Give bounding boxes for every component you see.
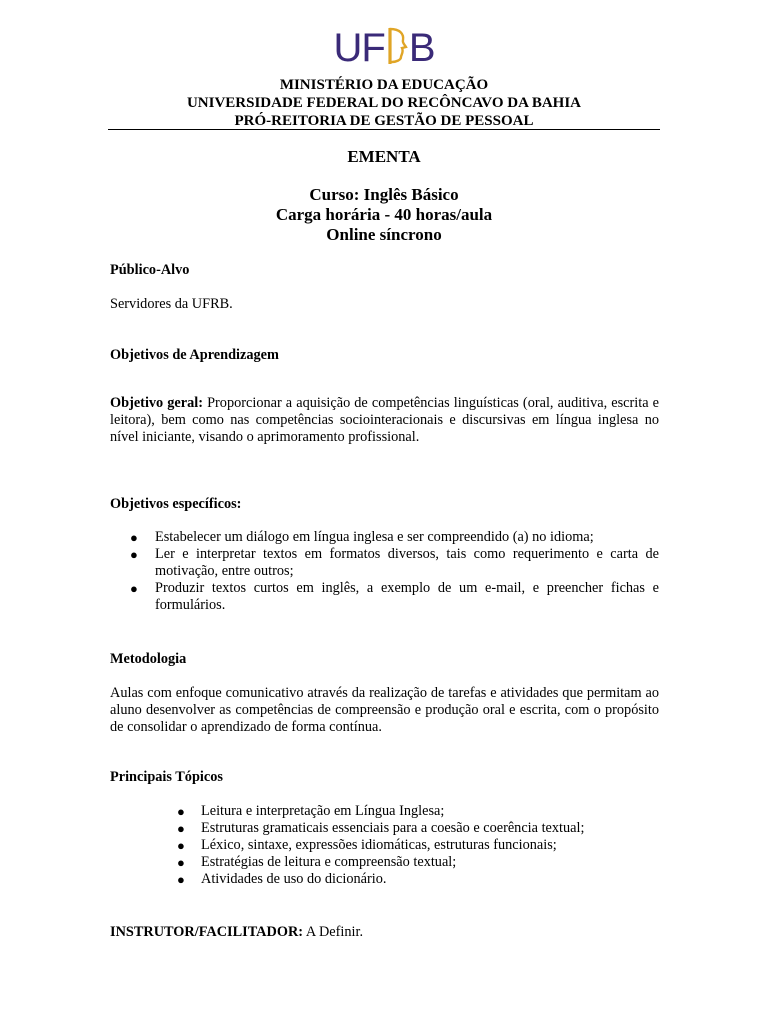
course-info	[108, 185, 660, 245]
list-item	[130, 529, 659, 546]
list-item	[177, 854, 659, 871]
list-item-text: Estratégias de leitura e compreensão textual;	[201, 854, 457, 870]
logo-text-left: UF	[333, 26, 385, 70]
list-item	[177, 803, 659, 820]
publico-text: Servidores da UFRB.	[110, 296, 233, 312]
list-item-text: Ler e interpretar textos em formatos diversos, tais como requerimento e carta de motivação, entre outros;	[155, 546, 659, 579]
objetivo-geral-text: Proporcionar a aquisição de competências linguísticas (oral, auditiva, escrita e leitora), bem como nas competências sociointeracionais e discursivas em língua inglesa no nível iniciante, visando o aprimoramento profissional.	[110, 395, 659, 445]
course-hours: Carga horária - 40 horas/aula	[275, 205, 493, 224]
list-item	[177, 820, 659, 837]
header-line-university: UNIVERSIDADE FEDERAL DO RECÔNCAVO DA BAHIA	[186, 95, 582, 111]
ufrb-logo	[0, 24, 768, 79]
logo-text-right: B	[408, 26, 435, 70]
section-heading-objetivos: Objetivos de Aprendizagem	[110, 347, 279, 363]
instrutor-label: INSTRUTOR/FACILITADOR:	[110, 924, 304, 940]
list-item	[130, 580, 659, 614]
section-heading-metodologia: Metodologia	[110, 651, 187, 667]
header-line-ministry: MINISTÉRIO DA EDUCAÇÃO	[279, 77, 489, 93]
document-title: EMENTA	[347, 147, 421, 166]
course-mode: Online síncrono	[326, 225, 442, 244]
list-item-text: Produzir textos curtos em inglês, a exemplo de um e-mail, e preencher fichas e formulários.	[155, 580, 659, 613]
bullet-icon: ●	[177, 838, 185, 853]
list-item	[130, 546, 659, 580]
objetivo-geral-label: Objetivo geral:	[110, 395, 204, 411]
instrutor-value: A Definir.	[303, 924, 364, 940]
bullet-icon: ●	[130, 581, 138, 596]
topicos-list	[177, 803, 659, 888]
bullet-icon: ●	[177, 872, 185, 887]
header-line-department: PRÓ-REITORIA DE GESTÃO DE PESSOAL	[234, 113, 534, 129]
bullet-icon: ●	[177, 804, 185, 819]
list-item-text: Leitura e interpretação em Língua Inglesa;	[201, 803, 445, 819]
list-item	[177, 871, 659, 888]
objetivo-geral-paragraph	[110, 395, 659, 446]
metodologia-text: Aulas com enfoque comunicativo através da realização de tarefas e atividades que permitam ao aluno desenvolver as competências de compreensão e produção oral e escrita, com o propósito de consolidar o aprendizado de forma contínua.	[110, 685, 659, 735]
list-item-text: Léxico, sintaxe, expressões idiomáticas, estruturas funcionais;	[201, 837, 557, 853]
section-heading-publico: Público-Alvo	[110, 262, 190, 278]
logo-profile-mark-icon	[386, 24, 408, 79]
instrutor-line	[110, 924, 659, 941]
list-item	[177, 837, 659, 854]
bullet-icon: ●	[177, 855, 185, 870]
objetivos-especificos-list	[130, 529, 659, 614]
list-item-text: Estabelecer um diálogo em língua inglesa e ser compreendido (a) no idioma;	[155, 529, 594, 545]
bullet-icon: ●	[177, 821, 185, 836]
header-divider	[108, 129, 660, 130]
course-name: Curso: Inglês Básico	[309, 185, 459, 204]
bullet-icon: ●	[130, 530, 138, 545]
list-item-text: Atividades de uso do dicionário.	[201, 871, 387, 887]
section-heading-topicos: Principais Tópicos	[110, 769, 223, 785]
bullet-icon: ●	[130, 547, 138, 562]
institution-header	[108, 76, 660, 130]
section-heading-especificos: Objetivos específicos:	[110, 496, 242, 512]
list-item-text: Estruturas gramaticais essenciais para a coesão e coerência textual;	[201, 820, 585, 836]
